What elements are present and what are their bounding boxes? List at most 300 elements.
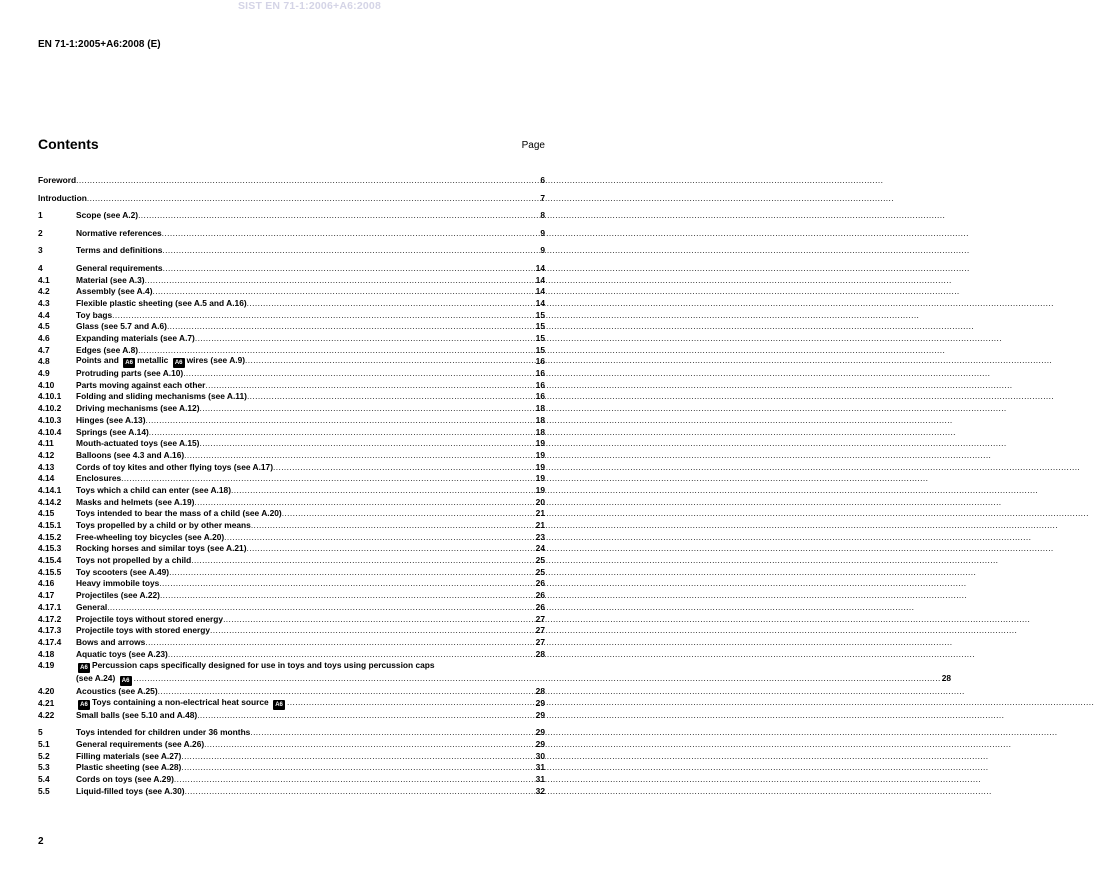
amendment-end-icon: A6 xyxy=(273,700,285,710)
toc-entry-title xyxy=(76,543,535,555)
toc-entry-title-text: Projectile toys with stored energy xyxy=(76,625,211,636)
toc-entry-number: 4.15.4 xyxy=(38,555,62,566)
toc-entry[interactable] xyxy=(38,403,545,415)
dot-leader xyxy=(169,567,976,579)
toc-entry-title xyxy=(76,263,535,275)
toc-entry-title xyxy=(76,210,539,222)
dot-leader xyxy=(247,543,1054,555)
toc-entry-page: 21 xyxy=(535,520,545,530)
toc-entry-number: 4.10.3 xyxy=(38,414,62,425)
toc-entry[interactable] xyxy=(38,245,545,257)
toc-entry-title-text: Points and xyxy=(76,355,119,366)
toc-entry-title xyxy=(76,739,535,751)
toc-entry-title-text xyxy=(76,697,287,710)
toc-entry-number: 4.22 xyxy=(38,709,55,720)
dot-leader xyxy=(197,710,1004,722)
toc-entry-title-text: Mouth-actuated toys (see A.15) xyxy=(76,438,200,449)
toc-entry-title-text xyxy=(76,355,245,368)
toc-entry-title xyxy=(76,567,535,579)
toc-entry-title-text: Toys intended to bear the mass of a child (see A.20) xyxy=(76,508,282,519)
toc-entry-page: 16 xyxy=(535,356,545,367)
toc-entry[interactable] xyxy=(38,263,545,275)
toc-entry-number: 4.14.1 xyxy=(38,484,62,495)
toc-entry[interactable] xyxy=(38,391,545,403)
table-of-contents xyxy=(38,174,952,797)
toc-entry-title xyxy=(76,310,535,322)
toc-entry-title-text: Projectiles (see A.22) xyxy=(76,590,160,601)
toc-entry-page: 26 xyxy=(535,578,545,589)
toc-entry-number: 5.5 xyxy=(38,785,50,796)
dot-leader xyxy=(121,473,928,485)
toc-entry-title-text: Filling materials (see A.27) xyxy=(76,750,182,761)
toc-entry-title xyxy=(76,751,535,763)
toc-entry-title-text: Expanding materials (see A.7) xyxy=(76,333,195,343)
toc-entry-title xyxy=(76,450,535,462)
toc-entry[interactable] xyxy=(38,625,545,637)
toc-entry[interactable] xyxy=(38,210,545,222)
toc-entry-page: 31 xyxy=(535,762,545,773)
toc-entry-page: 23 xyxy=(535,531,545,542)
toc-entry-title xyxy=(76,697,535,710)
toc-entry-title xyxy=(76,275,535,287)
toc-entry[interactable] xyxy=(38,485,545,497)
toc-entry-page: 15 xyxy=(535,344,545,355)
toc-entry-title-text: Cords on toys (see A.29) xyxy=(76,773,174,784)
dot-leader xyxy=(223,614,1030,626)
toc-entry-page: 29 xyxy=(535,697,545,708)
toc-entry-number: 4.10.4 xyxy=(38,426,62,437)
toc-entry-page: 8 xyxy=(540,210,545,221)
toc-entry-number: 1 xyxy=(38,210,43,221)
toc-entry[interactable] xyxy=(38,614,545,626)
dot-leader xyxy=(163,263,970,275)
toc-entry-title-line xyxy=(76,660,951,673)
toc-entry-title-text: Bows and arrows xyxy=(76,636,146,647)
toc-entry-title xyxy=(76,555,535,567)
toc-entry[interactable] xyxy=(38,637,545,649)
toc-entry-page: 20 xyxy=(535,496,545,507)
dot-leader xyxy=(224,532,1031,544)
toc-entry-title xyxy=(76,497,535,509)
toc-entry-page: 16 xyxy=(535,391,545,402)
amendment-end-icon: A6 xyxy=(120,676,132,686)
dot-leader xyxy=(273,462,1080,474)
toc-entry-page: 27 xyxy=(535,613,545,624)
toc-entry-title-text: Scope (see A.2) xyxy=(76,210,139,221)
toc-entry-title-text: Springs (see A.14) xyxy=(76,426,149,437)
toc-entry-page: 26 xyxy=(535,601,545,612)
toc-entry[interactable] xyxy=(38,739,545,751)
toc-entry-number: 4.14.2 xyxy=(38,496,62,507)
toc-entry-page: 29 xyxy=(535,727,545,738)
toc-entry-title xyxy=(76,660,951,686)
toc-entry-page: 16 xyxy=(535,379,545,390)
toc-entry-title xyxy=(76,228,539,240)
toc-entry-number: 4.21 xyxy=(38,697,55,708)
dot-leader xyxy=(194,497,1001,509)
dot-leader xyxy=(145,637,952,649)
toc-entry[interactable] xyxy=(38,698,545,710)
toc-entry-page: 28 xyxy=(941,673,952,684)
dot-leader xyxy=(149,427,956,439)
page-column-label: Page xyxy=(521,140,545,151)
toc-entry[interactable] xyxy=(38,555,545,567)
toc-entry[interactable] xyxy=(38,543,545,555)
toc-entry-title xyxy=(76,415,535,427)
amendment-start-icon: A6 xyxy=(78,700,90,710)
toc-entry-title-text: Acoustics (see A.25) xyxy=(76,686,158,697)
toc-entry-number: 4.17.2 xyxy=(38,613,62,624)
toc-entry-label: Introduction xyxy=(38,192,87,203)
toc-entry-number: 5.2 xyxy=(38,750,50,761)
toc-entry[interactable] xyxy=(38,751,545,763)
dot-leader xyxy=(181,762,988,774)
toc-entry-page: 7 xyxy=(540,192,545,203)
toc-entry-number: 4.19 xyxy=(38,660,55,671)
dot-leader xyxy=(191,555,998,567)
toc-entry-page: 9 xyxy=(540,245,545,256)
toc-entry-title-text: Toys containing a non-electrical heat source xyxy=(92,696,269,707)
toc-entry-title xyxy=(38,193,539,205)
dot-leader xyxy=(200,403,1007,415)
toc-entry-page: 14 xyxy=(535,262,545,273)
toc-entry-page: 19 xyxy=(535,438,545,449)
toc-entry-number: 5 xyxy=(38,727,43,738)
toc-entry[interactable] xyxy=(38,774,545,786)
toc-entry-title-text xyxy=(76,673,134,686)
toc-entry-page: 9 xyxy=(540,227,545,238)
toc-entry[interactable] xyxy=(38,786,545,798)
toc-entry[interactable] xyxy=(38,310,545,322)
toc-entry-number: 4.17.3 xyxy=(38,625,62,636)
toc-entry-number: 4.10 xyxy=(38,379,55,390)
toc-entry-title xyxy=(76,637,535,649)
standard-header: EN 71-1:2005+A6:2008 (E) xyxy=(38,39,161,50)
toc-entry-title-text: General requirements (see A.26) xyxy=(76,738,205,749)
toc-entry-number: 4.15.3 xyxy=(38,543,62,554)
toc-entry-number: 4.9 xyxy=(38,368,50,379)
toc-entry-title-text: Edges (see A.8) xyxy=(76,344,139,355)
toc-entry-title xyxy=(76,462,535,474)
toc-entry-title-text: Cords of toy kites and other flying toys (see A.17) xyxy=(76,461,274,472)
toc-entry-title-text: Assembly (see A.4) xyxy=(76,286,153,297)
dot-leader xyxy=(112,310,919,322)
toc-entry-number: 2 xyxy=(38,227,43,238)
toc-entry-number: 4.14 xyxy=(38,473,55,484)
toc-entry-page: 28 xyxy=(535,686,545,697)
amendment-end-icon: A6 xyxy=(173,358,185,368)
toc-entry-title-text: Toy bags xyxy=(76,309,113,320)
toc-entry[interactable] xyxy=(38,602,545,614)
toc-entry-number: 4.10.2 xyxy=(38,403,62,414)
toc-entry[interactable] xyxy=(38,427,545,439)
toc-entry-page: 14 xyxy=(535,274,545,285)
toc-entry-number: 4.10.1 xyxy=(38,391,62,402)
toc-entry-page: 18 xyxy=(535,426,545,437)
dot-leader xyxy=(183,368,990,380)
toc-entry-number: 4.3 xyxy=(38,297,50,308)
toc-entry-title-text: Toys propelled by a child or by other means xyxy=(76,520,251,530)
toc-entry-title-line xyxy=(76,673,951,686)
dot-leader xyxy=(210,625,1017,637)
toc-entry-title-text: Material (see A.3) xyxy=(76,274,145,285)
dot-leader xyxy=(251,520,1058,532)
toc-entry-title xyxy=(76,508,535,520)
toc-entry[interactable] xyxy=(38,368,545,380)
toc-entry-title xyxy=(76,614,535,626)
toc-entry-page: 29 xyxy=(535,709,545,720)
toc-entry[interactable] xyxy=(38,762,545,774)
dot-leader xyxy=(181,751,988,763)
dot-leader xyxy=(162,245,969,257)
toc-entry-title xyxy=(76,578,535,590)
dot-leader xyxy=(168,649,975,661)
toc-entry[interactable] xyxy=(38,415,545,427)
dot-leader xyxy=(184,450,991,462)
toc-entry[interactable] xyxy=(38,286,545,298)
toc-entry[interactable] xyxy=(38,520,545,532)
toc-entry-title xyxy=(76,590,535,602)
toc-entry-page: 18 xyxy=(535,414,545,425)
toc-entry-title xyxy=(76,602,535,614)
toc-entry-number: 4.6 xyxy=(38,333,50,343)
toc-entry-page: 14 xyxy=(535,297,545,308)
dot-leader xyxy=(134,673,941,686)
toc-entry-page: 32 xyxy=(535,785,545,796)
toc-entry-page: 25 xyxy=(535,555,545,566)
toc-entry-number: 4.4 xyxy=(38,309,50,320)
toc-entry[interactable] xyxy=(38,508,545,520)
toc-entry-page: 19 xyxy=(535,449,545,460)
dot-leader xyxy=(245,355,1052,368)
toc-entry-page: 15 xyxy=(535,333,545,343)
toc-entry-title-text: Toys not propelled by a child xyxy=(76,555,192,566)
dot-leader xyxy=(250,727,1057,739)
toc-entry[interactable] xyxy=(38,450,545,462)
toc-entry-title xyxy=(76,391,535,403)
toc-entry-page: 29 xyxy=(535,738,545,749)
toc-entry[interactable] xyxy=(38,590,545,602)
toc-entry-page: 27 xyxy=(535,636,545,647)
dot-leader xyxy=(159,578,966,590)
dot-leader xyxy=(185,786,992,798)
dot-leader xyxy=(76,175,883,187)
toc-entry-number: 4.18 xyxy=(38,648,55,659)
toc-entry-title-text: (see A.24) xyxy=(76,673,116,684)
toc-entry-number: 4.11 xyxy=(38,438,54,449)
toc-entry-title xyxy=(76,286,535,298)
toc-entry-title-text: Heavy immobile toys xyxy=(76,578,160,589)
toc-entry-title-text: Percussion caps specifically designed for use in toys and toys using percussion caps xyxy=(92,660,435,671)
toc-entry-title-text: Protruding parts (see A.10) xyxy=(76,368,184,379)
dot-leader xyxy=(247,391,1054,403)
toc-entry-title xyxy=(76,625,535,637)
toc-entry-title xyxy=(76,438,535,450)
toc-entry-number: 4.1 xyxy=(38,274,50,285)
toc-entry-page: 18 xyxy=(535,403,545,414)
toc-entry[interactable] xyxy=(38,532,545,544)
toc-entry-number: 4.2 xyxy=(38,286,50,297)
toc-entry-page: 19 xyxy=(535,473,545,484)
toc-entry-number: 4.17.4 xyxy=(38,636,62,647)
toc-entry-title-text: General requirements xyxy=(76,262,163,273)
toc-entry[interactable] xyxy=(38,462,545,474)
toc-entry-title-text: Glass (see 5.7 and A.6) xyxy=(76,321,167,332)
toc-entry-title-text: Enclosures xyxy=(76,473,122,484)
toc-entry-title xyxy=(76,321,535,333)
toc-entry-title-text: Projectile toys without stored energy xyxy=(76,613,224,624)
toc-entry-title xyxy=(76,355,535,368)
toc-entry-title-text: wires (see A.9) xyxy=(186,355,246,366)
toc-entry[interactable] xyxy=(38,321,545,333)
toc-entry-title xyxy=(76,380,535,392)
toc-entry-title xyxy=(76,520,535,532)
dot-leader xyxy=(162,228,969,240)
toc-entry-page: 15 xyxy=(535,309,545,320)
toc-entry-number: 3 xyxy=(38,245,43,256)
toc-entry-page: 26 xyxy=(535,590,545,601)
dot-leader xyxy=(153,286,960,298)
toc-entry[interactable] xyxy=(38,228,545,240)
toc-entry-page: 6 xyxy=(540,174,545,185)
page-number: 2 xyxy=(38,836,44,847)
toc-entry-title xyxy=(76,649,535,661)
toc-entry[interactable] xyxy=(38,380,545,392)
toc-entry-title xyxy=(76,368,535,380)
toc-entry[interactable] xyxy=(38,727,545,739)
toc-entry-number: 4.20 xyxy=(38,686,55,697)
toc-entry-page: 28 xyxy=(535,648,545,659)
toc-entry-title-text: Aquatic toys (see A.23) xyxy=(76,648,168,659)
toc-entry[interactable] xyxy=(38,333,545,345)
toc-entry[interactable] xyxy=(38,710,545,722)
toc-entry-title xyxy=(76,427,535,439)
toc-entry-title-text: Toys which a child can enter (see A.18) xyxy=(76,484,231,495)
toc-entry-title-text: Small balls (see 5.10 and A.48) xyxy=(76,709,198,720)
toc-entry-title-text: Parts moving against each other xyxy=(76,379,206,390)
toc-entry-title-text: Balloons (see 4.3 and A.16) xyxy=(76,449,185,460)
toc-entry-number: 4.16 xyxy=(38,578,55,589)
amendment-start-icon: A6 xyxy=(78,663,90,673)
amendment-start-icon: A6 xyxy=(123,358,135,368)
toc-entry[interactable] xyxy=(38,567,545,579)
toc-entry-page: 21 xyxy=(535,508,545,519)
toc-entry-title-text: Flexible plastic sheeting (see A.5 and A.16) xyxy=(76,297,247,308)
toc-entry-number: 4.15.5 xyxy=(38,566,62,577)
toc-entry-title-text: Free-wheeling toy bicycles (see A.20) xyxy=(76,531,225,542)
toc-entry-number: 4.17 xyxy=(38,590,55,601)
toc-entry-title-text: Normative references xyxy=(76,227,162,238)
dot-leader xyxy=(160,590,967,602)
page-title: Contents xyxy=(38,136,99,152)
toc-entry-page: 31 xyxy=(535,773,545,784)
toc-entry-number: 4.12 xyxy=(38,449,55,460)
toc-entry-title-text: Masks and helmets (see A.19) xyxy=(76,496,195,507)
dot-leader xyxy=(287,697,1094,710)
toc-entry-number: 4.15.2 xyxy=(38,531,62,542)
toc-entry-label: Foreword xyxy=(38,174,77,185)
toc-entry-number: 4.13 xyxy=(38,461,55,472)
toc-entry[interactable] xyxy=(38,175,545,187)
dot-leader xyxy=(247,298,1054,310)
dot-leader xyxy=(107,602,914,614)
toc-entry-title-text: General xyxy=(76,601,108,612)
toc-entry-title xyxy=(76,333,535,345)
dot-leader xyxy=(282,508,1089,520)
toc-entry[interactable] xyxy=(38,356,545,368)
dot-leader xyxy=(146,415,953,427)
toc-entry-title xyxy=(76,786,535,798)
toc-entry-number: 4 xyxy=(38,262,43,273)
toc-entry-page: 30 xyxy=(535,750,545,761)
toc-entry-title xyxy=(76,485,535,497)
toc-entry-number: 4.5 xyxy=(38,321,50,332)
toc-entry-page: 24 xyxy=(535,543,545,554)
toc-entry-page: 19 xyxy=(535,461,545,472)
toc-entry-title-text: Rocking horses and similar toys (see A.21) xyxy=(76,543,247,554)
toc-entry-number: 5.3 xyxy=(38,762,50,773)
toc-entry-title xyxy=(76,532,535,544)
dot-leader xyxy=(204,739,1011,751)
toc-entry-number: 4.8 xyxy=(38,356,50,367)
toc-entry-page: 14 xyxy=(535,286,545,297)
toc-entry[interactable] xyxy=(38,438,545,450)
watermark: SIST EN 71-1:2006+A6:2008 xyxy=(237,0,382,12)
toc-entry-title xyxy=(76,774,535,786)
toc-entry[interactable] xyxy=(38,660,952,686)
toc-entry[interactable] xyxy=(38,298,545,310)
toc-entry-title-text: Terms and definitions xyxy=(76,245,163,256)
toc-entry-page: 15 xyxy=(535,321,545,332)
toc-entry-title xyxy=(76,245,539,257)
toc-entry-page: 27 xyxy=(535,625,545,636)
toc-entry[interactable] xyxy=(38,578,545,590)
dot-leader xyxy=(174,774,981,786)
toc-entry-number: 5.4 xyxy=(38,773,50,784)
toc-entry-page: 25 xyxy=(535,566,545,577)
toc-entry-title xyxy=(76,710,535,722)
toc-entry[interactable] xyxy=(38,473,545,485)
toc-entry-number: 4.15.1 xyxy=(38,520,62,530)
toc-entry-title-text: Plastic sheeting (see A.28) xyxy=(76,762,182,773)
toc-entry-number: 5.1 xyxy=(38,738,50,749)
toc-entry-title-text: Driving mechanisms (see A.12) xyxy=(76,403,200,414)
dot-leader xyxy=(199,438,1006,450)
toc-entry-title xyxy=(76,727,535,739)
toc-entry-number: 4.17.1 xyxy=(38,601,62,612)
toc-entry-title xyxy=(76,473,535,485)
toc-entry[interactable] xyxy=(38,497,545,509)
toc-entry-title xyxy=(76,298,535,310)
dot-leader xyxy=(145,275,952,287)
toc-entry-title-text: metallic xyxy=(137,355,169,366)
toc-entry-title-text: Hinges (see A.13) xyxy=(76,414,146,425)
toc-entry-title-text: Toy scooters (see A.49) xyxy=(76,566,170,577)
toc-entry[interactable] xyxy=(38,193,545,205)
dot-leader xyxy=(87,193,894,205)
dot-leader xyxy=(195,333,1002,345)
toc-entry-title-text: Folding and sliding mechanisms (see A.11) xyxy=(76,391,247,402)
toc-entry[interactable] xyxy=(38,275,545,287)
toc-entry-page: 19 xyxy=(535,484,545,495)
toc-entry-title-text: Liquid-filled toys (see A.30) xyxy=(76,785,185,796)
toc-entry[interactable] xyxy=(38,649,545,661)
dot-leader xyxy=(231,485,1038,497)
toc-entry-title xyxy=(38,175,539,187)
toc-entry-number: 4.15 xyxy=(38,508,55,519)
toc-entry-title xyxy=(76,762,535,774)
toc-entry-number: 4.7 xyxy=(38,344,50,355)
